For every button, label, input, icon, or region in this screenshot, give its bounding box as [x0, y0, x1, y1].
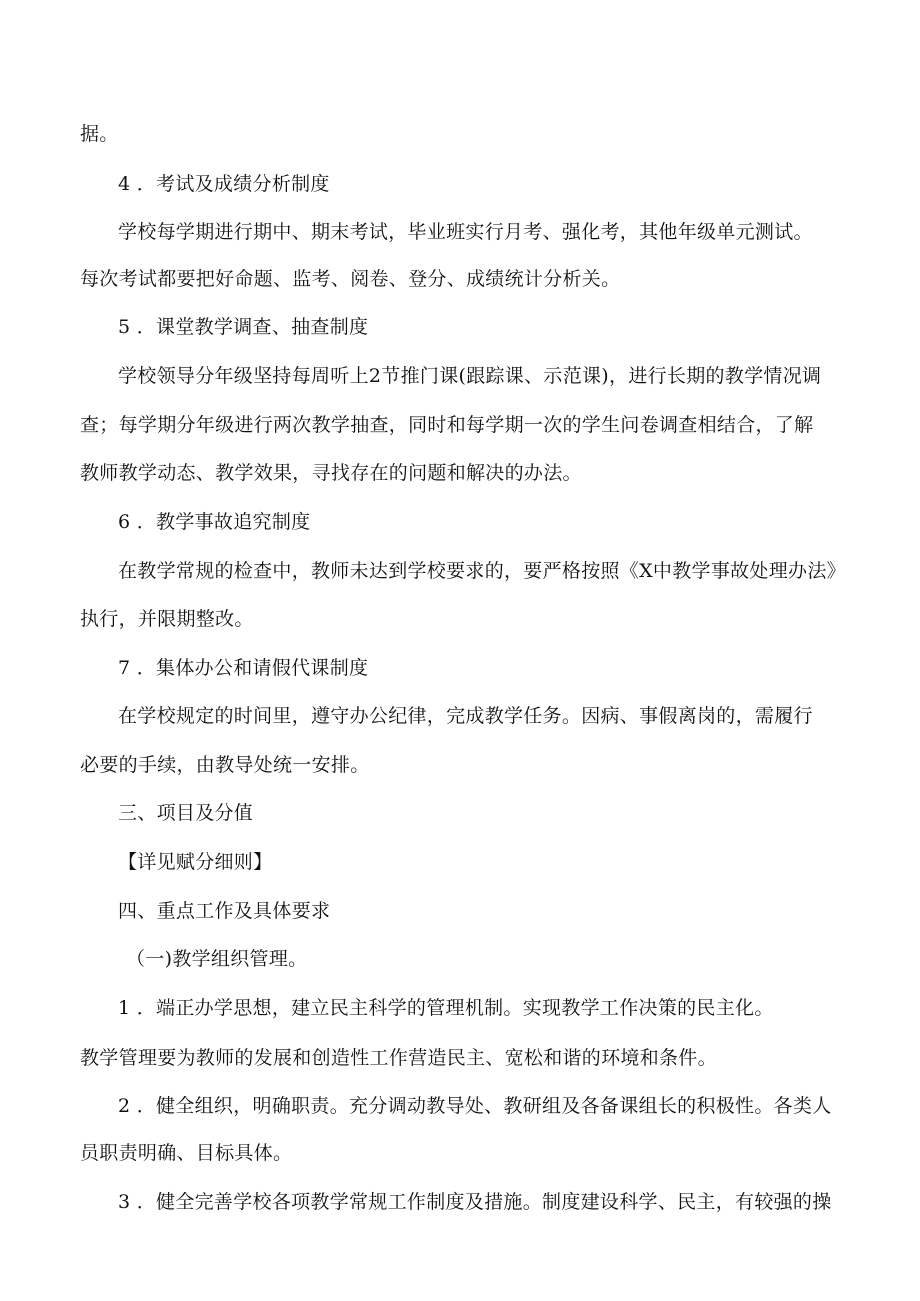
- numbered-item: 1 ．端正办学思想，建立民主科学的管理机制。实现教学工作决策的民主化。: [118, 997, 774, 1019]
- paragraph-line: 教学管理要为教师的发展和创造性工作营造民主、宽松和谐的环境和条件。: [80, 1047, 717, 1069]
- text-line: 据。: [80, 123, 119, 145]
- paragraph-line: 查；每学期分年级进行两次教学抽查，同时和每学期一次的学生问卷调查相结合，了解: [80, 414, 814, 436]
- paragraph-line: 在学校规定的时间里，遵守办公纪律，完成教学任务。因病、事假离岗的，需履行: [118, 705, 813, 727]
- paragraph-line: 在教学常规的检查中，教师未达到学校要求的，要严格按照《X中教学事故处理办法》: [118, 560, 846, 582]
- paragraph-line: 学校领导分年级坚持每周听上2节推门课(跟踪课、示范课)，进行长期的教学情况调: [118, 365, 822, 387]
- paragraph-line: 员职责明确、目标具体。: [80, 1142, 293, 1164]
- paragraph-line: 教师教学动态、教学效果，寻找存在的问题和解决的办法。: [80, 462, 582, 484]
- paragraph-line: 必要的手续，由教导处统一安排。: [80, 754, 370, 776]
- paragraph-line: 执行，并限期整改。: [80, 608, 254, 630]
- section-heading: 6 ．教学事故追究制度: [118, 511, 311, 533]
- section-heading: 4 ．考试及成绩分析制度: [118, 173, 330, 195]
- subsection-heading: （一)教学组织管理。: [126, 948, 308, 970]
- numbered-item: 2 ．健全组织，明确职责。充分调动教导处、教研组及各备课组长的积极性。各类人: [118, 1095, 832, 1117]
- section-heading: 7 ．集体办公和请假代课制度: [118, 657, 369, 679]
- note-line: 【详见赋分细则】: [118, 851, 273, 873]
- section-heading: 5 ．课堂教学调查、抽查制度: [118, 316, 369, 338]
- section-heading: 四、重点工作及具体要求: [118, 900, 331, 922]
- paragraph-line: 学校每学期进行期中、期末考试，毕业班实行月考、强化考，其他年级单元测试。: [118, 221, 813, 243]
- paragraph-line: 每次考试都要把好命题、监考、阅卷、登分、成绩统计分析关。: [80, 268, 621, 290]
- section-heading: 三、项目及分值: [118, 802, 254, 824]
- numbered-item: 3 ．健全完善学校各项教学常规工作制度及措施。制度建设科学、民主，有较强的操: [118, 1191, 832, 1213]
